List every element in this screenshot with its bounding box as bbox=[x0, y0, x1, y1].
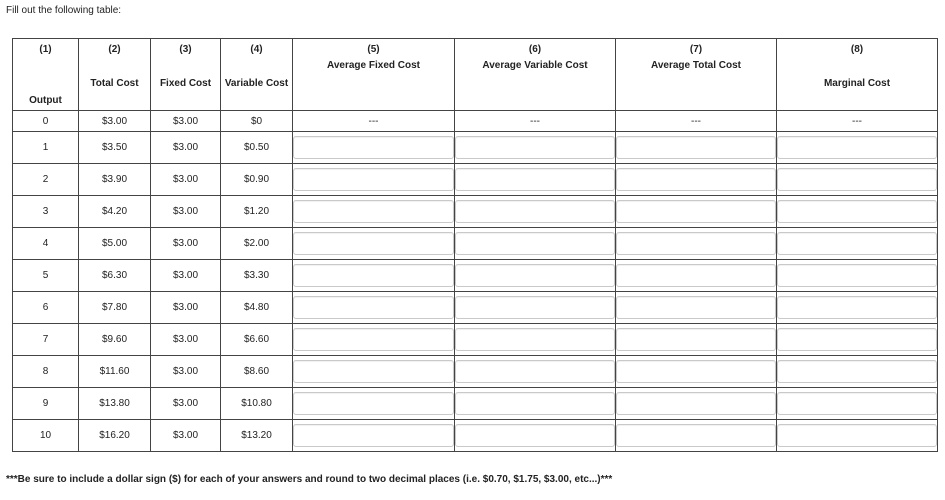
marginal-cost-cell bbox=[777, 292, 938, 324]
average-total-cost-input[interactable] bbox=[616, 328, 776, 351]
rounding-note: ***Be sure to include a dollar sign ($) for each of your answers and round to two decimal places (i.e. $0.70, $1.75, $3.00, etc...)*** bbox=[6, 474, 613, 485]
marginal-cost-cell bbox=[777, 228, 938, 260]
output-cell: 3 bbox=[13, 196, 79, 228]
average-variable-cost-input[interactable] bbox=[455, 328, 615, 351]
header-label: Output bbox=[29, 95, 62, 106]
table-row-output-5 bbox=[13, 260, 938, 292]
marginal-cost-cell bbox=[777, 196, 938, 228]
output-cell: 10 bbox=[13, 420, 79, 452]
output-cell: 4 bbox=[13, 228, 79, 260]
average-total-cost-input[interactable] bbox=[616, 200, 776, 223]
marginal-cost-cell bbox=[777, 420, 938, 452]
table-row-output-0 bbox=[13, 111, 938, 132]
average-fixed-cost-input[interactable] bbox=[293, 360, 454, 383]
output-cell: 1 bbox=[13, 132, 79, 164]
fixed-cost-cell: $3.00 bbox=[151, 388, 221, 420]
header-label: Average Total Cost bbox=[650, 60, 742, 71]
fixed-cost-cell: $3.00 bbox=[151, 356, 221, 388]
average-fixed-cost-cell bbox=[293, 228, 455, 260]
marginal-cost-cell bbox=[777, 388, 938, 420]
average-variable-cost-cell bbox=[455, 356, 616, 388]
header-row bbox=[13, 39, 938, 111]
total-cost-cell: $13.80 bbox=[79, 388, 151, 420]
header-label: Variable Cost bbox=[224, 78, 289, 89]
total-cost-cell: $9.60 bbox=[79, 324, 151, 356]
marginal-cost-input[interactable] bbox=[777, 424, 937, 447]
average-variable-cost-input[interactable] bbox=[455, 360, 615, 383]
marginal-cost-cell bbox=[777, 260, 938, 292]
fixed-cost-cell: $3.00 bbox=[151, 292, 221, 324]
header-fixed-cost bbox=[151, 39, 221, 111]
total-cost-cell: $3.00 bbox=[79, 111, 151, 132]
marginal-cost-cell: --- bbox=[777, 111, 938, 132]
marginal-cost-cell bbox=[777, 324, 938, 356]
fixed-cost-cell: $3.00 bbox=[151, 164, 221, 196]
fixed-cost-cell: $3.00 bbox=[151, 111, 221, 132]
average-fixed-cost-cell bbox=[293, 324, 455, 356]
average-variable-cost-input[interactable] bbox=[455, 200, 615, 223]
fixed-cost-cell: $3.00 bbox=[151, 132, 221, 164]
average-variable-cost-cell bbox=[455, 196, 616, 228]
header-label: Average Fixed Cost bbox=[327, 60, 420, 71]
average-fixed-cost-cell bbox=[293, 356, 455, 388]
header-label: Marginal Cost bbox=[823, 78, 891, 89]
header-number: (4) bbox=[250, 44, 263, 55]
marginal-cost-input[interactable] bbox=[777, 136, 937, 159]
header-marginal-cost bbox=[777, 39, 938, 111]
output-cell: 2 bbox=[13, 164, 79, 196]
header-label: Total Cost bbox=[90, 78, 139, 89]
output-cell: 9 bbox=[13, 388, 79, 420]
marginal-cost-cell bbox=[777, 356, 938, 388]
header-output bbox=[13, 39, 79, 111]
output-cell: 6 bbox=[13, 292, 79, 324]
marginal-cost-input[interactable] bbox=[777, 296, 937, 319]
fixed-cost-cell: $3.00 bbox=[151, 196, 221, 228]
average-fixed-cost-input[interactable] bbox=[293, 264, 454, 287]
average-fixed-cost-input[interactable] bbox=[293, 296, 454, 319]
average-total-cost-input[interactable] bbox=[616, 136, 776, 159]
marginal-cost-input[interactable] bbox=[777, 360, 937, 383]
output-cell: 8 bbox=[13, 356, 79, 388]
total-cost-cell: $6.30 bbox=[79, 260, 151, 292]
marginal-cost-input[interactable] bbox=[777, 168, 937, 191]
average-variable-cost-cell bbox=[455, 292, 616, 324]
table-row-output-4 bbox=[13, 228, 938, 260]
average-variable-cost-cell: --- bbox=[455, 111, 616, 132]
marginal-cost-cell bbox=[777, 132, 938, 164]
average-fixed-cost-cell bbox=[293, 388, 455, 420]
average-variable-cost-cell bbox=[455, 164, 616, 196]
average-total-cost-cell bbox=[616, 228, 777, 260]
average-fixed-cost-cell bbox=[293, 196, 455, 228]
header-average-fixed-cost bbox=[293, 39, 455, 111]
average-variable-cost-cell bbox=[455, 324, 616, 356]
variable-cost-cell: $6.60 bbox=[221, 324, 293, 356]
table-row-output-6 bbox=[13, 292, 938, 324]
average-total-cost-input[interactable] bbox=[616, 424, 776, 447]
average-total-cost-input[interactable] bbox=[616, 264, 776, 287]
average-variable-cost-input[interactable] bbox=[455, 296, 615, 319]
fixed-cost-cell: $3.00 bbox=[151, 420, 221, 452]
average-variable-cost-input[interactable] bbox=[455, 168, 615, 191]
header-number: (8) bbox=[850, 44, 864, 55]
header-label: Fixed Cost bbox=[159, 78, 212, 89]
average-variable-cost-cell bbox=[455, 388, 616, 420]
average-fixed-cost-input[interactable] bbox=[293, 200, 454, 223]
average-variable-cost-cell bbox=[455, 132, 616, 164]
average-total-cost-cell bbox=[616, 292, 777, 324]
total-cost-cell: $5.00 bbox=[79, 228, 151, 260]
instruction-text: Fill out the following table: bbox=[6, 5, 122, 16]
output-cell: 5 bbox=[13, 260, 79, 292]
variable-cost-cell: $13.20 bbox=[221, 420, 293, 452]
average-total-cost-input[interactable] bbox=[616, 296, 776, 319]
average-total-cost-cell bbox=[616, 356, 777, 388]
average-total-cost-cell bbox=[616, 164, 777, 196]
average-total-cost-cell bbox=[616, 420, 777, 452]
cost-table bbox=[12, 38, 938, 452]
header-label: Average Variable Cost bbox=[482, 60, 588, 71]
average-total-cost-cell bbox=[616, 196, 777, 228]
header-number: (6) bbox=[528, 44, 542, 55]
total-cost-cell: $7.80 bbox=[79, 292, 151, 324]
average-total-cost-cell bbox=[616, 260, 777, 292]
average-fixed-cost-cell bbox=[293, 292, 455, 324]
header-number: (1) bbox=[39, 44, 52, 55]
variable-cost-cell: $0.90 bbox=[221, 164, 293, 196]
average-fixed-cost-input[interactable] bbox=[293, 232, 454, 255]
header-number: (2) bbox=[108, 44, 121, 55]
header-number: (3) bbox=[179, 44, 192, 55]
variable-cost-cell: $0.50 bbox=[221, 132, 293, 164]
variable-cost-cell: $4.80 bbox=[221, 292, 293, 324]
total-cost-cell: $3.50 bbox=[79, 132, 151, 164]
marginal-cost-input[interactable] bbox=[777, 264, 937, 287]
marginal-cost-input[interactable] bbox=[777, 328, 937, 351]
table-row-output-2 bbox=[13, 164, 938, 196]
marginal-cost-input[interactable] bbox=[777, 232, 937, 255]
average-fixed-cost-input[interactable] bbox=[293, 328, 454, 351]
marginal-cost-cell bbox=[777, 164, 938, 196]
total-cost-cell: $11.60 bbox=[79, 356, 151, 388]
header-variable-cost bbox=[221, 39, 293, 111]
average-total-cost-cell bbox=[616, 132, 777, 164]
variable-cost-cell: $8.60 bbox=[221, 356, 293, 388]
average-fixed-cost-cell bbox=[293, 164, 455, 196]
table-row-output-8 bbox=[13, 356, 938, 388]
average-fixed-cost-cell bbox=[293, 420, 455, 452]
average-total-cost-cell bbox=[616, 324, 777, 356]
average-total-cost-cell bbox=[616, 388, 777, 420]
fixed-cost-cell: $3.00 bbox=[151, 228, 221, 260]
table-row-output-3 bbox=[13, 196, 938, 228]
output-cell: 0 bbox=[13, 111, 79, 132]
average-total-cost-input[interactable] bbox=[616, 360, 776, 383]
average-variable-cost-input[interactable] bbox=[455, 424, 615, 447]
marginal-cost-input[interactable] bbox=[777, 392, 937, 415]
average-total-cost-input[interactable] bbox=[616, 168, 776, 191]
table-row-output-1 bbox=[13, 132, 938, 164]
marginal-cost-input[interactable] bbox=[777, 200, 937, 223]
total-cost-cell: $3.90 bbox=[79, 164, 151, 196]
average-variable-cost-input[interactable] bbox=[455, 264, 615, 287]
header-number: (5) bbox=[367, 44, 380, 55]
header-total-cost bbox=[79, 39, 151, 111]
average-variable-cost-cell bbox=[455, 260, 616, 292]
total-cost-cell: $16.20 bbox=[79, 420, 151, 452]
total-cost-cell: $4.20 bbox=[79, 196, 151, 228]
average-fixed-cost-input[interactable] bbox=[293, 424, 454, 447]
fixed-cost-cell: $3.00 bbox=[151, 260, 221, 292]
variable-cost-cell: $2.00 bbox=[221, 228, 293, 260]
average-variable-cost-cell bbox=[455, 420, 616, 452]
table-row-output-10 bbox=[13, 420, 938, 452]
average-total-cost-input[interactable] bbox=[616, 232, 776, 255]
average-fixed-cost-cell bbox=[293, 132, 455, 164]
average-fixed-cost-cell bbox=[293, 260, 455, 292]
average-total-cost-input[interactable] bbox=[616, 392, 776, 415]
average-variable-cost-input[interactable] bbox=[455, 232, 615, 255]
average-fixed-cost-input[interactable] bbox=[293, 392, 454, 415]
variable-cost-cell: $0 bbox=[221, 111, 293, 132]
average-fixed-cost-cell: --- bbox=[293, 111, 455, 132]
average-variable-cost-input[interactable] bbox=[455, 136, 615, 159]
average-variable-cost-cell bbox=[455, 228, 616, 260]
average-fixed-cost-input[interactable] bbox=[293, 168, 454, 191]
table-row-output-9 bbox=[13, 388, 938, 420]
variable-cost-cell: $3.30 bbox=[221, 260, 293, 292]
variable-cost-cell: $1.20 bbox=[221, 196, 293, 228]
average-total-cost-cell: --- bbox=[616, 111, 777, 132]
header-average-variable-cost bbox=[455, 39, 616, 111]
header-average-total-cost bbox=[616, 39, 777, 111]
average-variable-cost-input[interactable] bbox=[455, 392, 615, 415]
variable-cost-cell: $10.80 bbox=[221, 388, 293, 420]
header-number: (7) bbox=[689, 44, 703, 55]
average-fixed-cost-input[interactable] bbox=[293, 136, 454, 159]
output-cell: 7 bbox=[13, 324, 79, 356]
table-row-output-7 bbox=[13, 324, 938, 356]
fixed-cost-cell: $3.00 bbox=[151, 324, 221, 356]
